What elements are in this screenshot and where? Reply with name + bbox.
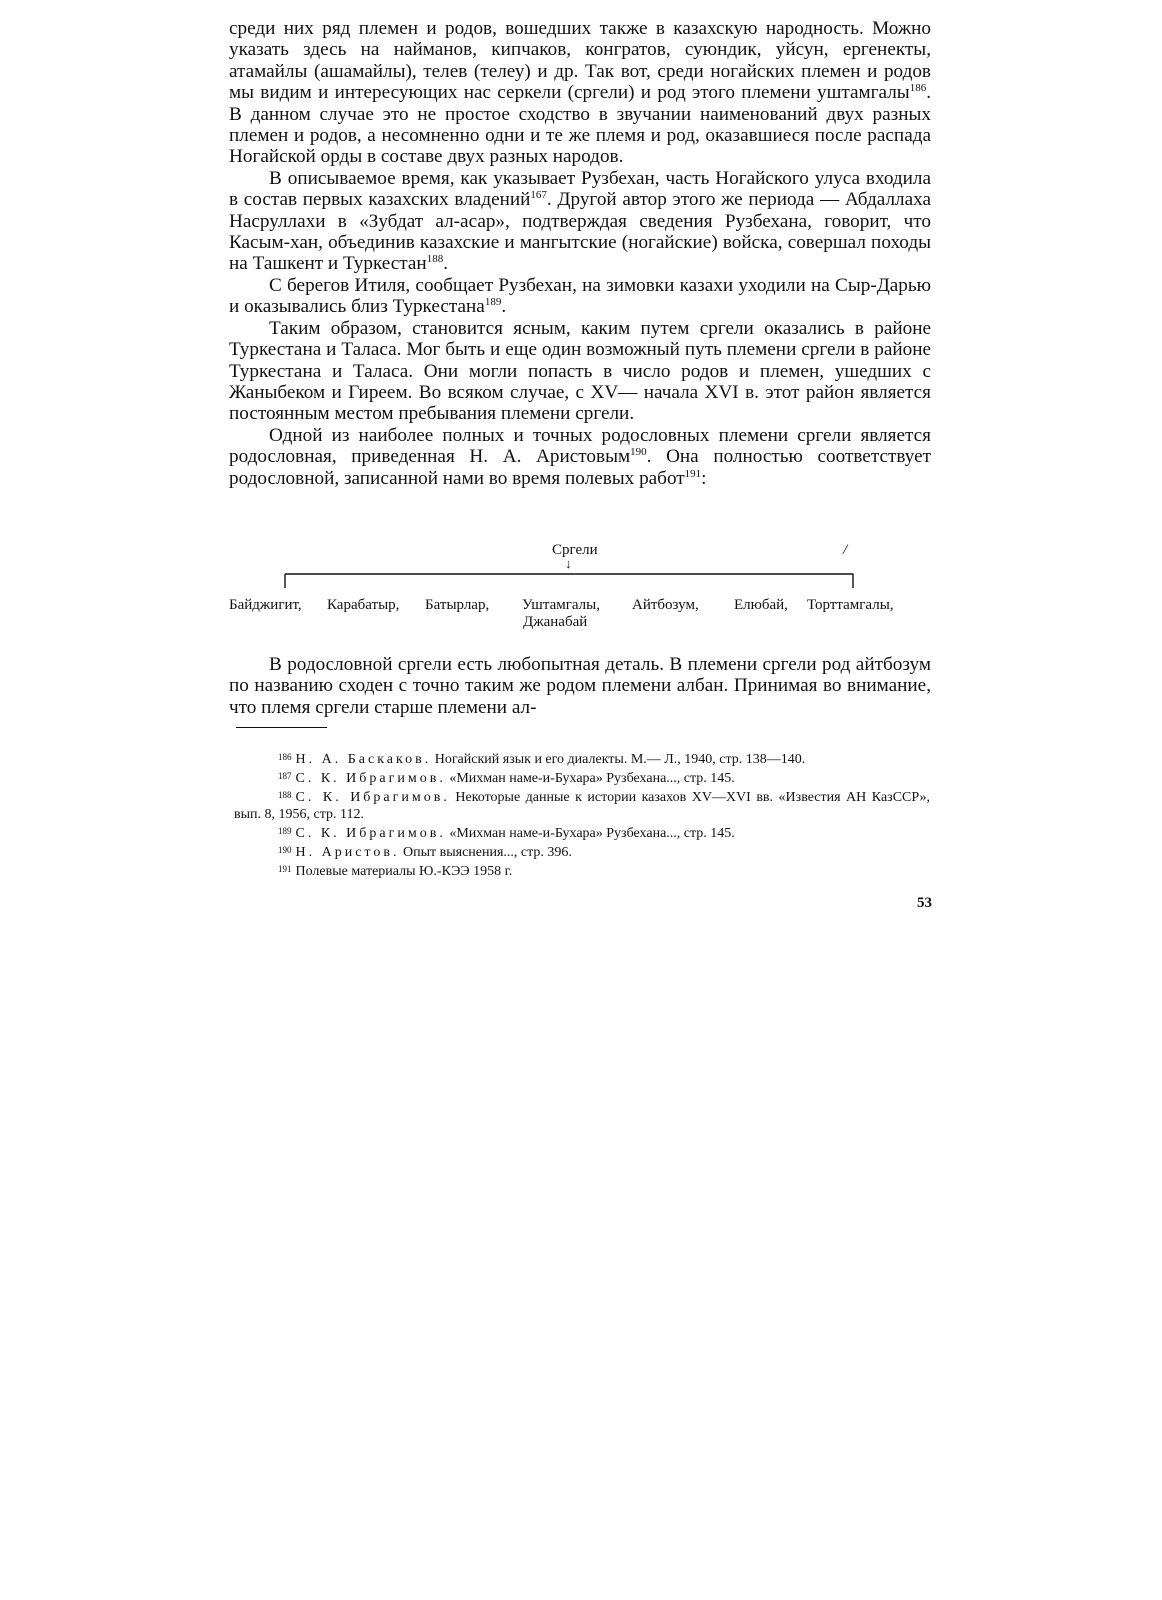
footnote-number: 190 <box>278 845 292 856</box>
paragraph-1 <box>229 18 931 168</box>
paragraph-text: Таким образом, становится ясным, каким путем сргели оказались в районе Туркестана и Таласа. Мог быть и еще один возможный путь племени сргели в районе Туркестана и Таласа. Они могли попасть в число родов и племен, ушедших с Жаныбеком и Гиреем. Во всяком случае, с XV— начала XVI в. этот район является постоянным местом пребывания племени сргели. <box>229 317 931 425</box>
main-text <box>229 18 931 489</box>
child-label: Байджигит, <box>229 597 302 613</box>
footnote-ref[interactable]: 188 <box>426 253 444 266</box>
child-label: Айтбозум, <box>632 597 699 613</box>
paragraph-5: Одной из наиболее полных и точных родословных племени сргели является родословная, приведенная Н. А. Аристовым$^{190}$. Она полностью соответствует родословной, записанной нами во время полевых работ$^{191}$: <box>229 424 931 489</box>
paragraph-text: С берегов Итиля, сообщает Рузбехан, на зимовки казахи уходили на Сыр-Дарью и оказывались близ Туркестана <box>229 274 931 318</box>
footnote-author: Н. Аристов. <box>295 845 400 861</box>
paragraph-6: В родословной сргели есть любопытная деталь. В племени сргели род айтбозум по названию сходен с точно таким же родом племени албан. Принимая во внимание, что племя сргели старше племени ал- <box>229 654 931 718</box>
paragraph-text: Одной из наиболее полных и точных родословных племени сргели является родословная, приведенная Н. А. Аристовым <box>229 424 931 468</box>
footnote-text: Некоторые данные к истории казахов XV—XVI вв. «Известия АН КазССР», вып. 8, 1956, стр. 112. <box>234 790 931 822</box>
footnote-number: 187 <box>278 771 292 782</box>
footnotes <box>234 749 930 880</box>
child-label: Карабатыр, <box>327 597 400 613</box>
footnote-190 <box>234 842 930 861</box>
footnote-text: Ногайский язык и его диалекты. М.— Л., 1940, стр. 138—140. <box>431 752 806 767</box>
footnote-author: С. К. Ибрагимов. <box>295 825 446 841</box>
footnote-number: 188 <box>278 790 292 801</box>
footnote-number: 186 <box>278 752 292 762</box>
paragraph-3 <box>229 275 931 318</box>
footnote-ref[interactable]: 186 <box>909 82 927 95</box>
stray-mark: / <box>843 542 848 558</box>
footnote-author: С. К. Ибрагимов. <box>295 790 450 806</box>
child-label: Батырлар, <box>425 597 490 613</box>
child-label: Уштамгалы, <box>522 597 600 613</box>
footnote-author: С. К. Ибрагимов. <box>295 771 446 787</box>
paragraph-text: В описываемое время, как указывает Рузбехан, часть Ногайского улуса входила в состав первых казахских владений <box>229 167 931 211</box>
footnote-ref[interactable]: 190 <box>630 446 647 459</box>
page-number: 53 <box>917 895 932 911</box>
paragraph-4 <box>229 318 931 425</box>
paragraph-text: . Другой автор этого же периода — Абдаллаха Насруллахи в «Зубдат ал-асар», подтверждая сведения Рузбехана, говорит, что Касым-хан, объединив казахские и мангытские (ногайские) войска, совершал походы на Ташкент и Туркестан <box>229 189 932 275</box>
footnote-number: 189 <box>278 825 292 836</box>
footnote-number: 191 <box>278 864 292 875</box>
paragraph-text: . Она полностью соответствует родословной, записанной нами во время полевых работ <box>229 446 931 489</box>
footnote-text: «Михман наме-и-Бухара» Рузбехана..., стр. 145. <box>445 825 735 841</box>
footnote-ref[interactable]: 167 <box>530 189 547 202</box>
footnote-text: Полевые материалы Ю.-КЭЭ 1958 г. <box>295 864 513 880</box>
child-label-second-line: Джанабай <box>523 614 588 630</box>
footnote-text: Опыт выяснения..., стр. 396. <box>399 845 572 861</box>
footnote-ref[interactable]: 189 <box>484 296 502 309</box>
footnote-author: Н. А. Баскаков. <box>295 752 432 767</box>
paragraph-text: . В данном случае это не простое сходство в звучании наименований двух разных племен и родов, а несомненно одни и те же племя и род, оказавшиеся после распада Ногайской орды в составе двух разных народов. <box>229 82 931 168</box>
footnote-189 <box>234 823 930 842</box>
footnote-ref[interactable]: 191 <box>684 467 702 480</box>
footnote-188 <box>234 787 930 822</box>
paragraph-text: . <box>501 296 507 318</box>
footnote-187 <box>234 768 930 787</box>
paragraph-2: В описываемое время, как указывает Рузбехан, часть Ногайского улуса входила в состав первых казахских владений$^{167}$. Другой автор этого же периода — Абдаллаха Насруллахи в «Зубдат ал-асар», подтверждая сведения Рузбехана, говорит, что Касым-хан, объединив казахские и мангытские (ногайские) войска, совершал походы на Ташкент и Туркестан$^{188}$. <box>229 167 932 275</box>
footnote-separator <box>236 727 327 728</box>
child-label: Торттамгалы, <box>807 597 894 613</box>
genealogy-diagram <box>229 540 931 630</box>
root-label: Сргели <box>552 542 598 558</box>
arrow-down-icon: ↓ <box>565 556 572 571</box>
paragraph-text: среди них ряд племен и родов, вошедших также в казахскую народность. Можно указать здесь на найманов, кипчаков, конгратов, суюндик, уйсун, ергенекты, атамайлы (ашамайлы), телев (телеу) и др. Так вот, среди ногайских племен и родов мы видим и интересующих нас серкели (сргели) и род этого племени уштамгалы <box>229 18 931 104</box>
footnote-text: «Михман наме-и-Бухара» Рузбехана..., стр. 145. <box>445 771 735 787</box>
child-label: Елюбай, <box>734 597 788 613</box>
footnote-186 <box>234 749 930 768</box>
footnote-191 <box>234 861 930 880</box>
